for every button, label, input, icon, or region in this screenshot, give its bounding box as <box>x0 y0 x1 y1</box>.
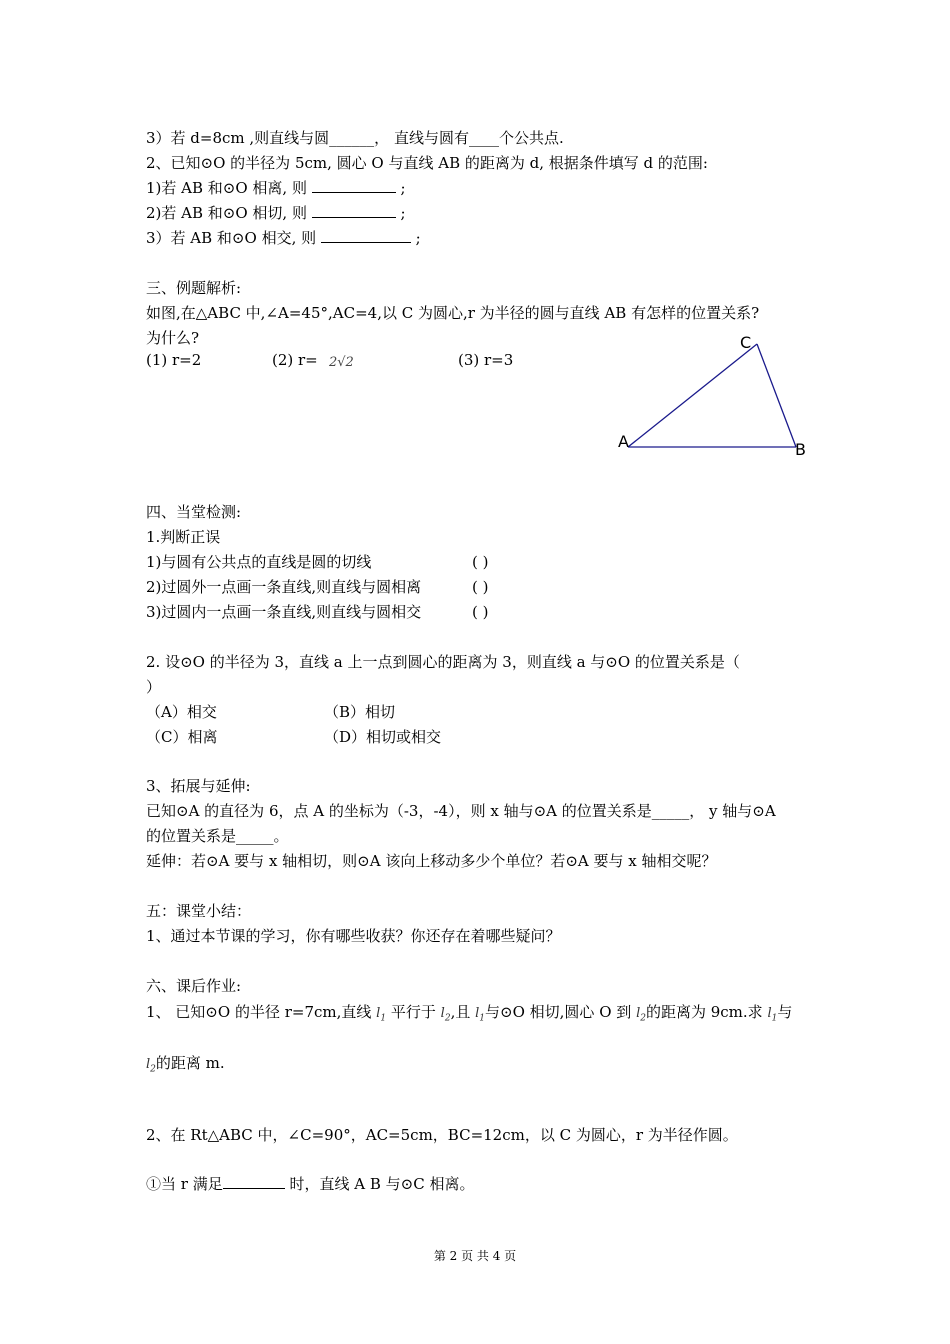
symbol-l1: $l_1$ <box>767 1006 778 1024</box>
triangle-figure <box>610 330 810 460</box>
homework-1-text-c: ,且 <box>450 1003 471 1021</box>
segment-ac <box>628 344 757 447</box>
judge-item-1: 1)与圆有公共点的直线是圆的切线 <box>146 553 372 571</box>
question-2-intro: 2、已知⊙O 的半径为 5cm, 圆心 O 与直线 AB 的距离为 d, 根据条件填写 d 的范围: <box>146 154 708 172</box>
question-2-part-1 <box>146 178 406 198</box>
judge-answer-2[interactable]: ( ) <box>472 578 489 596</box>
answer-blank[interactable] <box>312 178 396 193</box>
judge-item-3: 3)过圆内一点画一条直线,则直线与圆相交 <box>146 603 422 621</box>
option-3: (3) r=3 <box>458 351 514 369</box>
option-1: (1) r=2 <box>146 351 202 369</box>
punct: ; <box>395 204 406 222</box>
homework-2-part-1-text-end: 时，直线 A B 与⊙C 相离。 <box>284 1175 475 1193</box>
homework-1-text-b: 平行于 <box>390 1003 436 1021</box>
symbol-l2: $l_2$ <box>440 1006 451 1024</box>
example-text-line-1: 如图,在△ABC 中,∠A=45°,AC=4,以 C 为圆心,r 为半径的圆与直线 AB 有怎样的位置关系? <box>146 304 760 322</box>
section-5-heading: 五：课堂小结： <box>146 902 252 920</box>
homework-2-stem: 2、在 Rt△ABC 中，∠C=90°，AC=5cm，BC=12cm，以 C 为圆心，r 为半径作圆。 <box>146 1126 738 1144</box>
homework-1-text-g: 的距离 m. <box>155 1054 225 1072</box>
homework-1-line-2 <box>146 1053 225 1073</box>
choice-b[interactable]: （B）相切 <box>324 703 396 721</box>
homework-1-text-e: 的距离为 9cm.求 <box>645 1003 763 1021</box>
vertex-label-b: B <box>795 440 806 459</box>
choice-c[interactable]: （C）相离 <box>146 728 218 746</box>
extension-text-1: 已知⊙A 的直径为 6，点 A 的坐标为（-3，-4），则 x 轴与⊙A 的位置关系是_____， y 轴与⊙A <box>146 802 776 820</box>
page-footer: 第 2 页 共 4 页 <box>433 1249 517 1263</box>
question-2-part-3-text: 3）若 AB 和⊙O 相交, 则 <box>146 229 321 247</box>
question-2-part-3 <box>146 228 421 248</box>
homework-1-text-a: 1、 已知⊙O 的半径 r=7cm,直线 <box>146 1003 372 1021</box>
question-2-part-1-text: 1)若 AB 和⊙O 相离, 则 <box>146 179 312 197</box>
judge-answer-3[interactable]: ( ) <box>472 603 489 621</box>
choice-a[interactable]: （A）相交 <box>146 703 217 721</box>
answer-blank[interactable] <box>321 228 411 243</box>
segment-cb <box>757 344 796 447</box>
extension-text-3: 延伸：若⊙A 要与 x 轴相切，则⊙A 该向上移动多少个单位？若⊙A 要与 x 轴相交呢？ <box>146 852 717 870</box>
homework-1-text-f: 与 <box>777 1003 793 1021</box>
question-2-part-2 <box>146 203 406 223</box>
section-6-heading: 六、课后作业: <box>146 977 242 995</box>
judge-title: 1.判断正误 <box>146 528 221 546</box>
section-4-heading: 四、当堂检测: <box>146 503 242 521</box>
extension-text-2: 的位置关系是_____。 <box>146 827 289 845</box>
homework-2-part-1 <box>146 1174 474 1194</box>
choice-d[interactable]: （D）相切或相交 <box>324 728 442 746</box>
vertex-label-a: A <box>618 432 629 451</box>
homework-1-text-d: 与⊙O 相切,圆心 O 到 <box>485 1003 632 1021</box>
punct: ; <box>410 229 421 247</box>
homework-2-part-1-text: ①当 r 满足 <box>146 1175 223 1193</box>
punct: ; <box>395 179 406 197</box>
question-2-choice-stem-end: ） <box>146 678 162 696</box>
symbol-l1: $l_1$ <box>376 1006 387 1024</box>
symbol-l2: $l_2$ <box>636 1006 646 1024</box>
section-3-heading: 三、例题解析: <box>146 279 242 297</box>
homework-1-line-1 <box>146 1002 792 1022</box>
question-d8cm: 3）若 d=8cm ,则直线与圆______， 直线与圆有____个公共点. <box>146 129 564 147</box>
extension-heading: 3、拓展与延伸: <box>146 777 251 795</box>
question-2-part-2-text: 2)若 AB 和⊙O 相切, 则 <box>146 204 312 222</box>
judge-answer-1[interactable]: ( ) <box>472 553 489 571</box>
judge-item-2: 2)过圆外一点画一条直线,则直线与圆相离 <box>146 578 422 596</box>
summary-question: 1、通过本节课的学习，你有哪些收获？你还存在着哪些疑问？ <box>146 927 561 945</box>
symbol-l2: $l_2$ <box>146 1057 156 1075</box>
answer-blank[interactable] <box>223 1174 285 1189</box>
option-2-label: (2) r= <box>272 351 318 369</box>
example-text-line-2: 为什么? <box>146 329 200 347</box>
question-2-choice-stem: 2. 设⊙O 的半径为 3，直线 a 上一点到圆心的距离为 3，则直线 a 与⊙O 的位置关系是（ <box>146 653 740 671</box>
vertex-label-c: C <box>740 333 752 352</box>
answer-blank[interactable] <box>312 203 396 218</box>
option-2-value: 2√2 <box>329 355 354 370</box>
symbol-l1: $l_1$ <box>475 1006 486 1024</box>
